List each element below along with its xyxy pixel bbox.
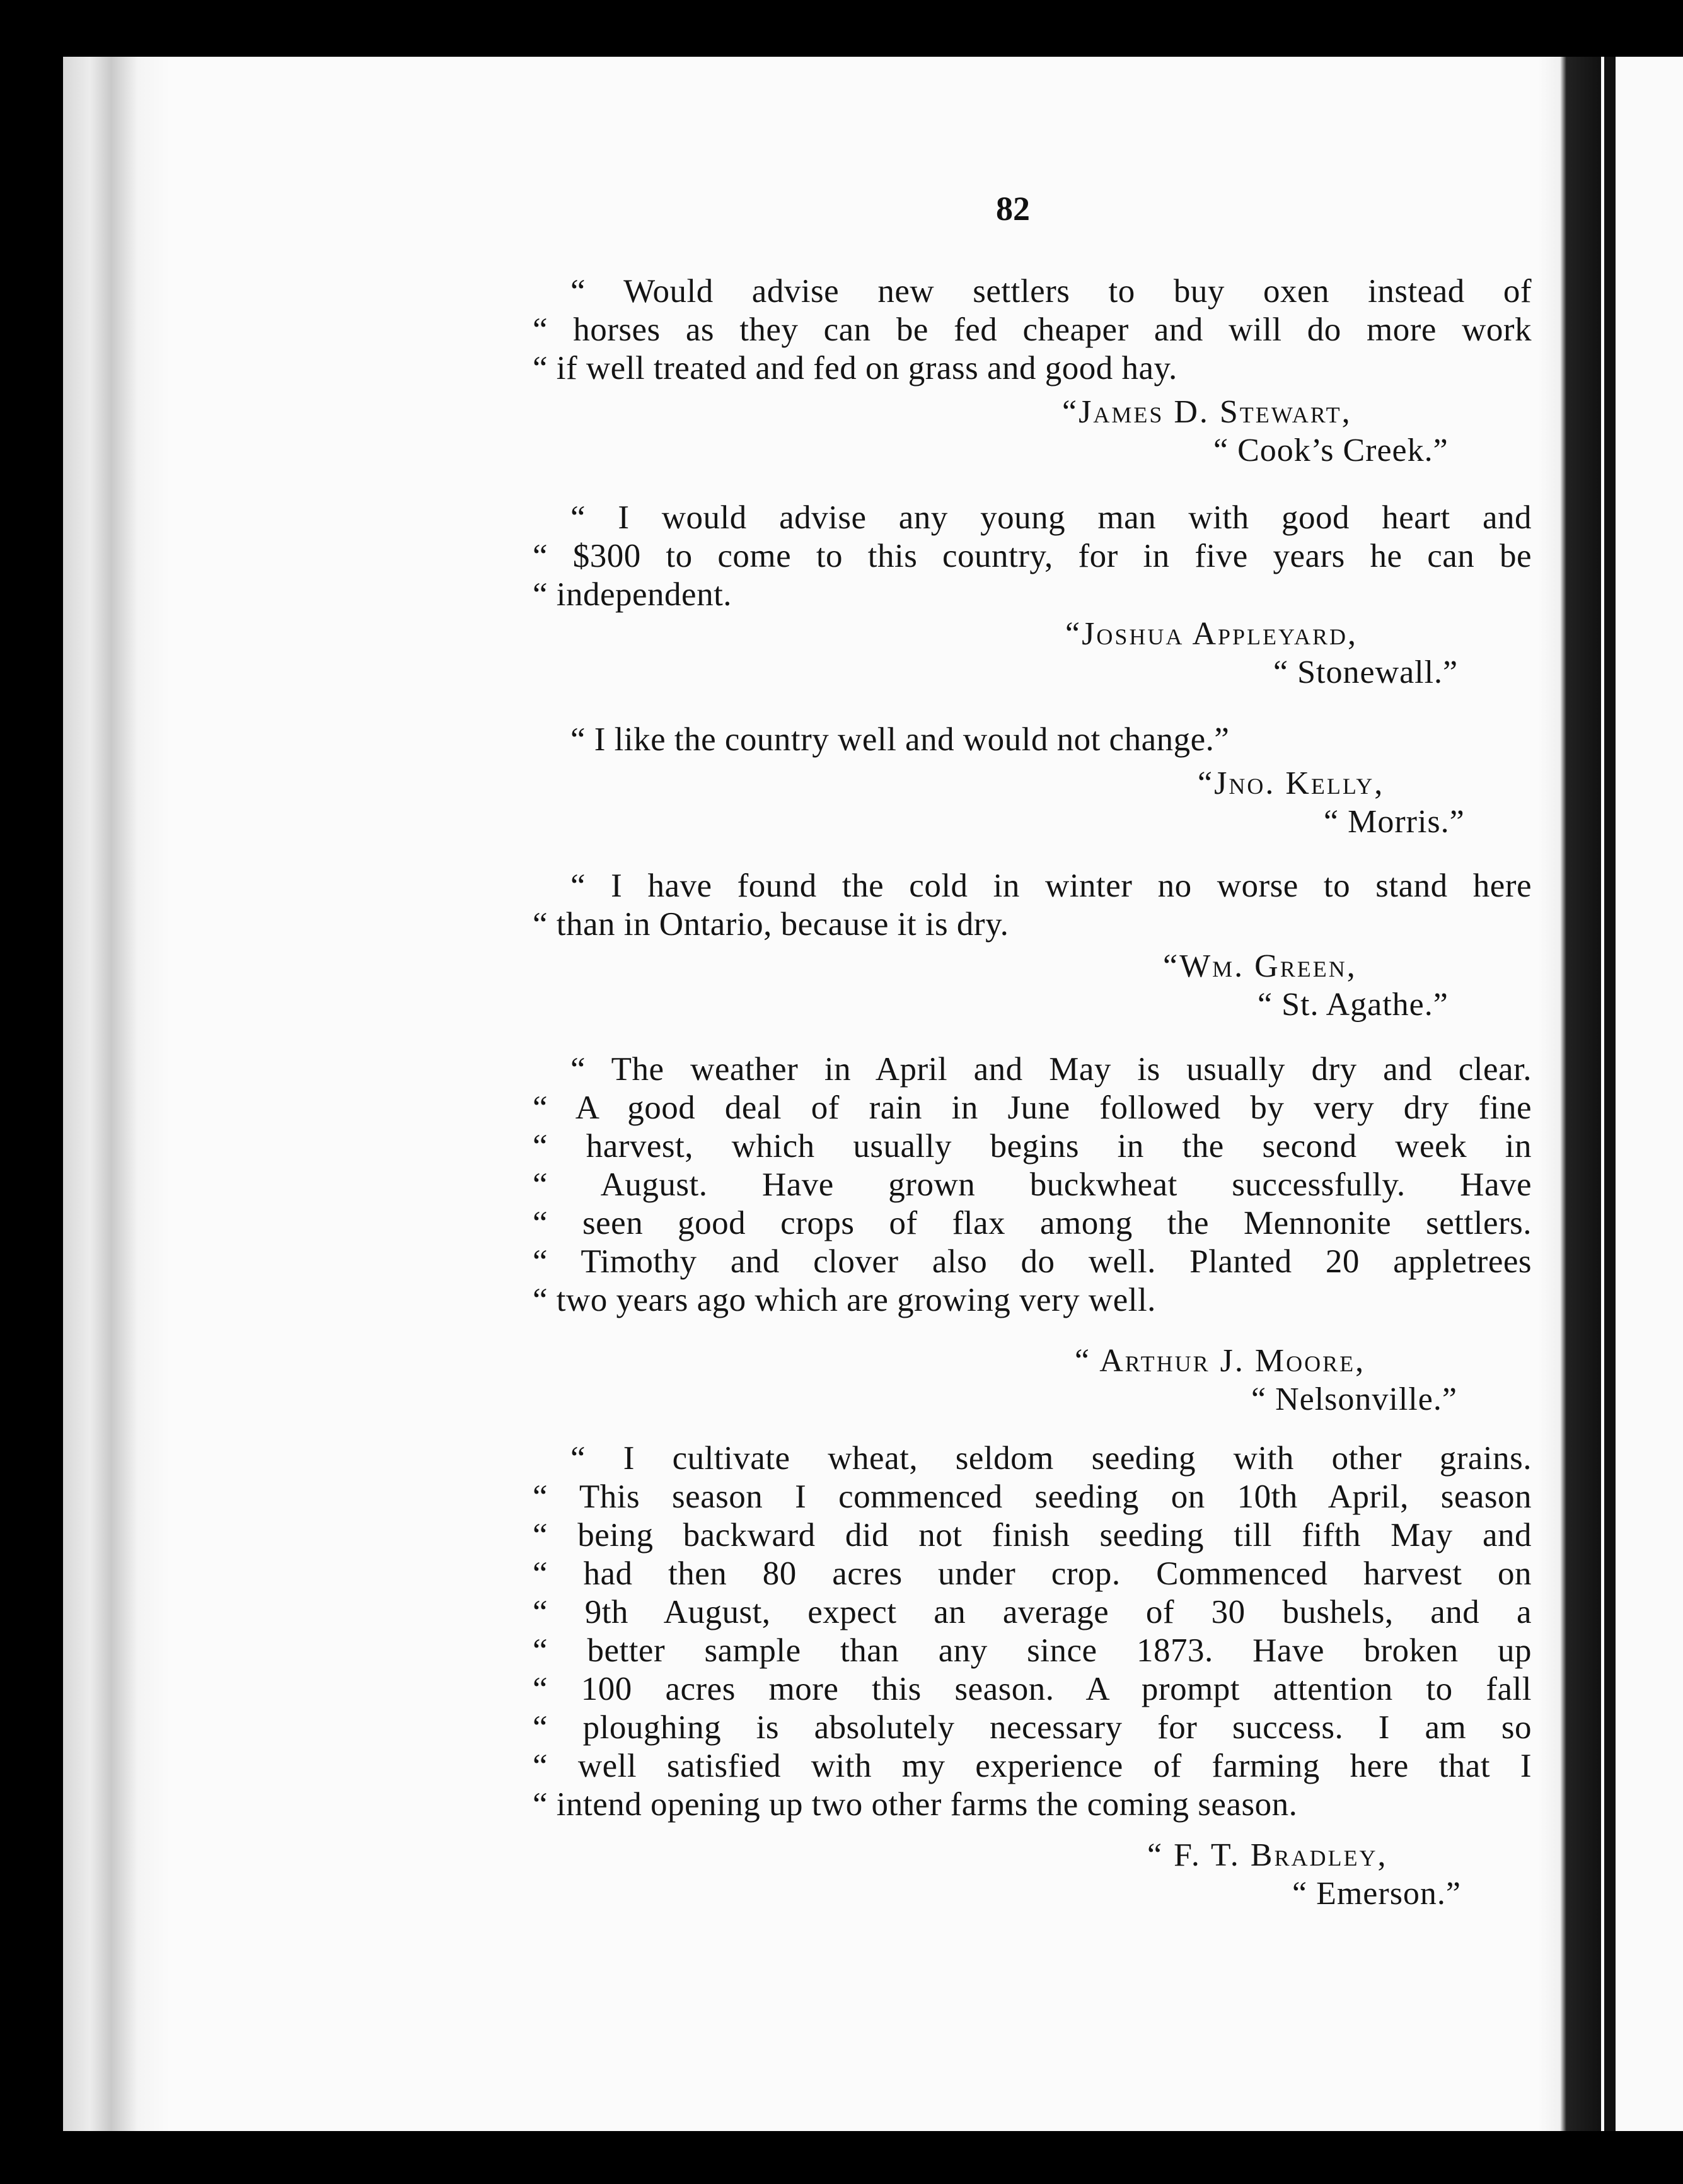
paragraph-line: “ two years ago which are growing very well. xyxy=(533,1282,1156,1318)
spine-shadow xyxy=(1604,57,1616,2131)
testimonial-moore xyxy=(533,1050,1532,1320)
paragraph-line: “ better sample than any since 1873. Have broken up xyxy=(533,1632,1532,1669)
signature-place: “ Morris.” xyxy=(1324,804,1465,840)
paragraph-line: “ seen good crops of flax among the Mennonite settlers. xyxy=(533,1205,1532,1241)
signature-place: “ Emerson.” xyxy=(1292,1876,1462,1912)
signature-name: “ Arthur J. Moore, xyxy=(1075,1343,1366,1379)
signature-name: “ F. T. Bradley, xyxy=(1147,1837,1388,1873)
signature-name: “James D. Stewart, xyxy=(1062,394,1352,430)
paragraph-line: “ 9th August, expect an average of 30 bushels, and a xyxy=(533,1594,1532,1630)
paragraph-line: “ I would advise any young man with good heart and xyxy=(570,499,1532,536)
signature-place: “ St. Agathe.” xyxy=(1258,987,1449,1023)
paragraph-line: “ than in Ontario, because it is dry. xyxy=(533,906,1009,943)
testimonial-green xyxy=(533,867,1532,944)
binding-gutter xyxy=(63,57,170,2131)
paragraph-line: “ I like the country well and would not change.” xyxy=(570,721,1230,758)
testimonial-stewart xyxy=(533,272,1532,388)
paragraph-line: “ 100 acres more this season. A prompt attention to fall xyxy=(533,1671,1532,1707)
signature-name: “Wm. Green, xyxy=(1163,948,1357,984)
paragraph-line: “ Timothy and clover also do well. Planted 20 appletrees xyxy=(533,1243,1532,1280)
paragraph-line: “ A good deal of rain in June followed by very dry fine xyxy=(533,1089,1532,1126)
signature-name: “Jno. Kelly, xyxy=(1198,765,1385,801)
signature-place: “ Stonewall.” xyxy=(1273,654,1459,690)
paragraph-line: “ I cultivate wheat, seldom seeding with other grains. xyxy=(570,1440,1532,1477)
paragraph-line: “ I have found the cold in winter no worse to stand here xyxy=(570,868,1532,904)
paragraph-line: “ ploughing is absolutely necessary for success. I am so xyxy=(533,1709,1532,1746)
testimonial-appleyard xyxy=(533,499,1532,614)
page-number: 82 xyxy=(996,190,1030,228)
paragraph-line: “ being backward did not finish seeding till fifth May and xyxy=(533,1517,1532,1554)
paragraph-line: “ Would advise new settlers to buy oxen instead of xyxy=(570,273,1532,310)
signature-name: “Joshua Appleyard, xyxy=(1065,616,1358,652)
testimonial-kelly xyxy=(533,721,1532,759)
paragraph-line: “ horses as they can be fed cheaper and will do more work xyxy=(533,311,1532,348)
paragraph-line: “ well satisfied with my experience of farming here that I xyxy=(533,1748,1532,1784)
page-right-edge xyxy=(1538,57,1601,2131)
paragraph-line: “ harvest, which usually begins in the second week in xyxy=(533,1128,1532,1165)
paragraph-line: “ had then 80 acres under crop. Commenced harvest on xyxy=(533,1555,1532,1592)
paragraph-line: “ intend opening up two other farms the coming season. xyxy=(533,1786,1298,1823)
signature-place: “ Nelsonville.” xyxy=(1251,1381,1457,1417)
paragraph-line: “ August. Have grown buckwheat successfully. Have xyxy=(533,1166,1532,1203)
paragraph-line: “ if well treated and fed on grass and good hay. xyxy=(533,350,1177,386)
paragraph-line: “ $300 to come to this country, for in five years he can be xyxy=(533,538,1532,574)
testimonial-bradley xyxy=(533,1439,1532,1824)
paragraph-line: “ The weather in April and May is usually dry and clear. xyxy=(570,1051,1532,1088)
paragraph-line: “ This season I commenced seeding on 10th April, season xyxy=(533,1478,1532,1515)
signature-place: “ Cook’s Creek.” xyxy=(1213,433,1449,468)
paragraph-line: “ independent. xyxy=(533,576,732,613)
